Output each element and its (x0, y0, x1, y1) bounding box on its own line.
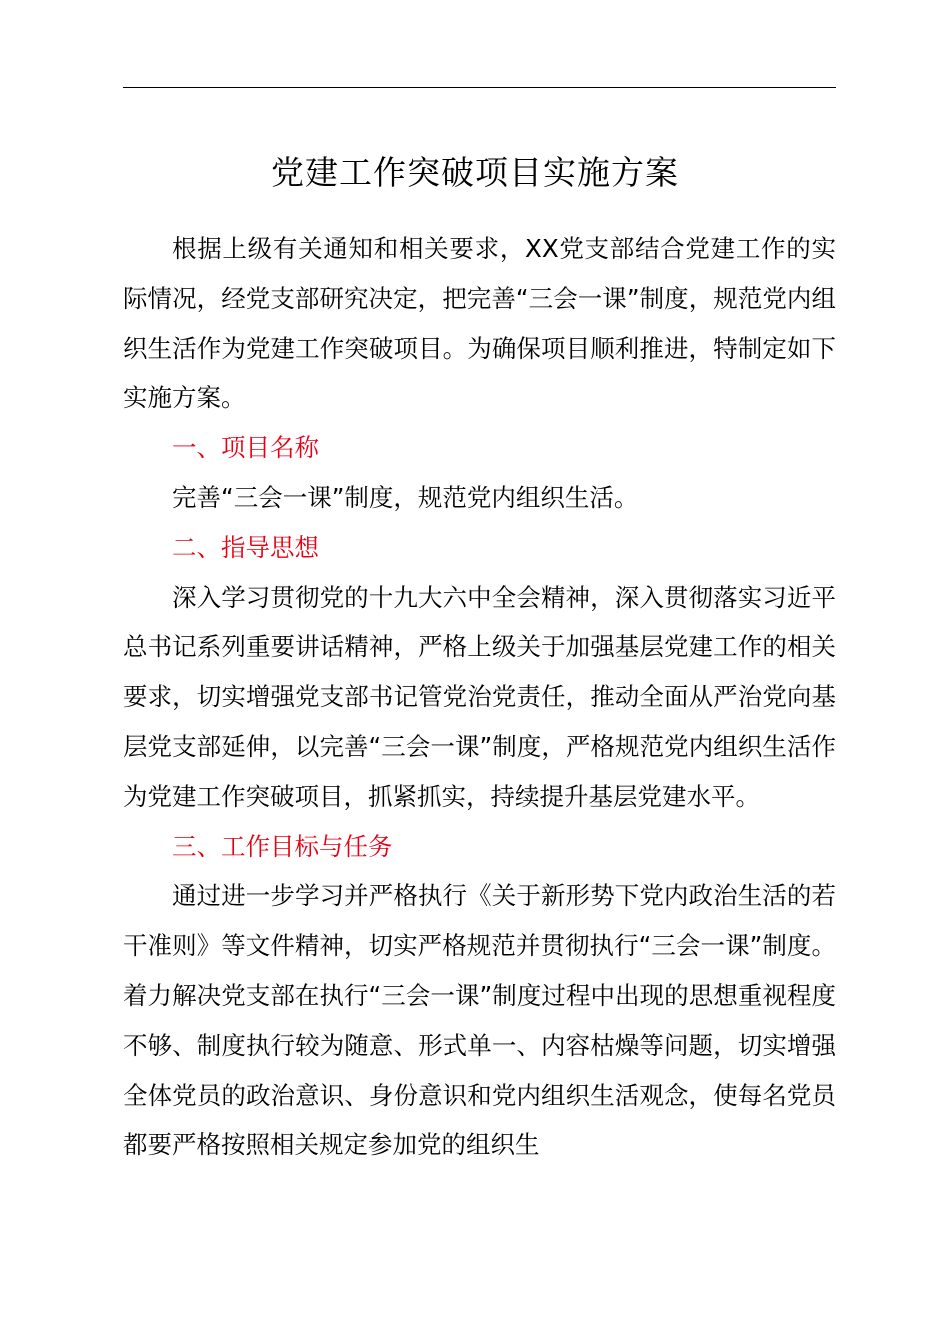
document-title: 党建工作突破项目实施方案 (271, 153, 679, 192)
section-heading-guiding-ideology: 二、指导思想 (172, 532, 319, 562)
intro-paragraph: 根据上级有关通知和相关要求，XX党支部结合党建工作的实际情况，经党支部研究决定，把完善“三会一课”制度，规范党内组织生活作为党建工作突破项目。为确保项目顺利推进，特制定如下实施方案。 (123, 234, 836, 413)
header-rule (123, 87, 836, 88)
section-text-goals-tasks: 通过进一步学习并严格执行《关于新形势下党内政治生活的若干准则》等文件精神，切实严格规范并贯彻执行“三会一课”制度。着力解决党支部在执行“三会一课”制度过程中出现的思想重视程度不够、制度执行较为随意、形式单一、内容枯燥等问题，切实增强全体党员的政治意识、身份意识和党内组织生活观念，使每名党员都要严格按照相关规定参加党的组织生 (123, 881, 836, 1160)
document-body (123, 224, 836, 1170)
section-heading-project-name: 一、项目名称 (172, 433, 319, 463)
section-text-project-name: 完善“三会一课”制度，规范党内组织生活。 (172, 482, 639, 512)
section-text-guiding-ideology: 深入学习贯彻党的十九大六中全会精神，深入贯彻落实习近平总书记系列重要讲话精神，严格上级关于加强基层党建工作的相关要求，切实增强党支部书记管党治党责任，推动全面从严治党向基层党支部延伸，以完善“三会一课”制度，严格规范党内组织生活作为党建工作突破项目，抓紧抓实，持续提升基层党建水平。 (123, 582, 836, 811)
section-heading-goals-tasks: 三、工作目标与任务 (172, 831, 393, 861)
